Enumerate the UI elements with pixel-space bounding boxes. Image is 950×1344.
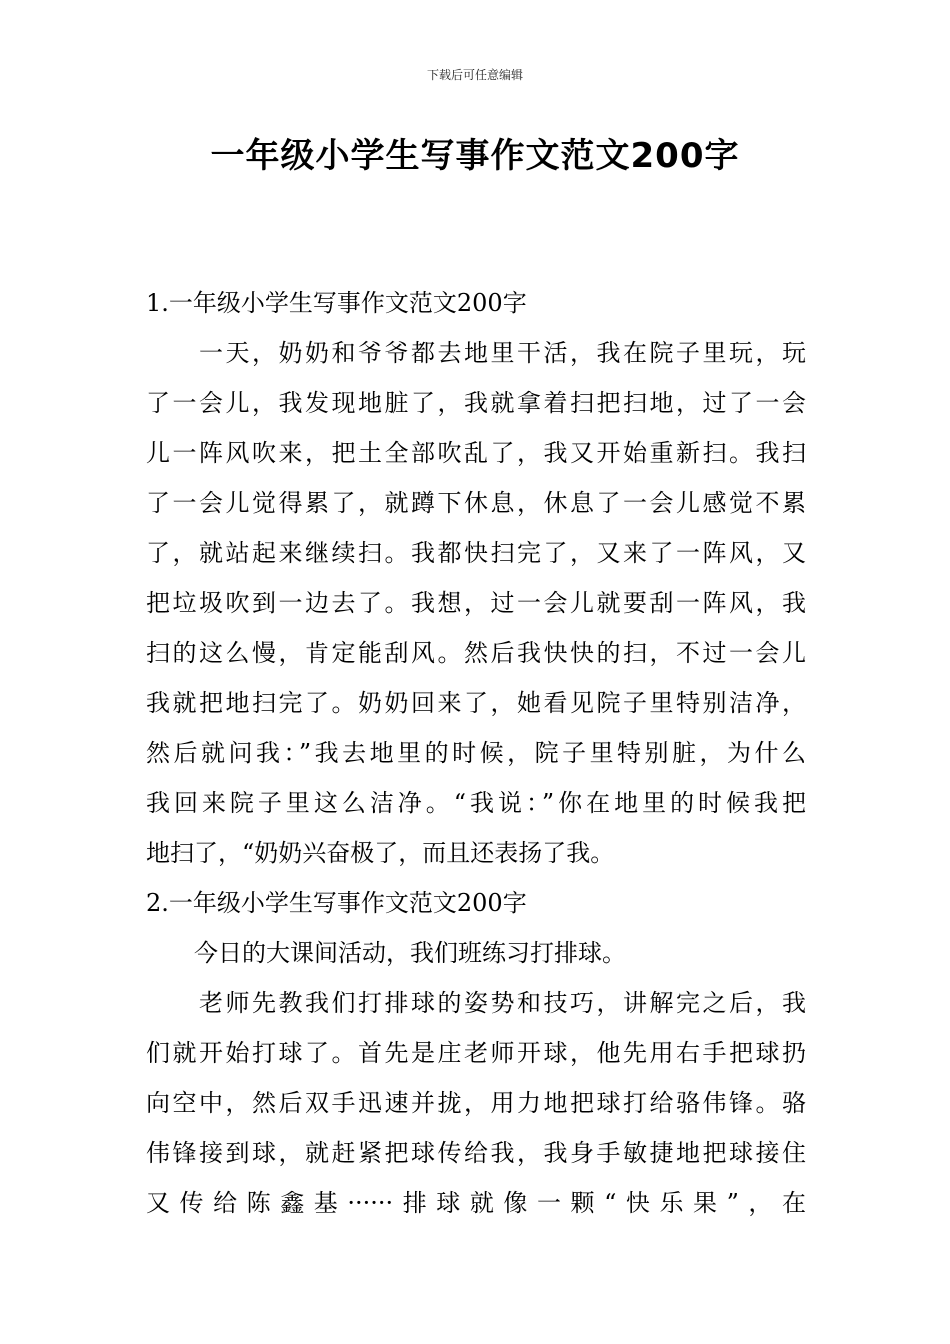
document-title: 一年级小学生写事作文范文200字	[210, 136, 740, 176]
body-line: 扫的这么慢，肯定能刮风。然后我快快的扫，不过一会儿	[146, 639, 806, 667]
body-line: 了一会儿，我发现地脏了，我就拿着扫把扫地，过了一会	[146, 389, 806, 417]
body-line: 地扫了，“奶奶兴奋极了，而且还表扬了我。	[146, 839, 615, 867]
body-line: 一天，奶奶和爷爷都去地里干活，我在院子里玩，玩	[146, 339, 806, 367]
body-line: 今日的大课间活动，我们班练习打排球。	[146, 939, 626, 967]
body-line: 把垃圾吹到一边去了。我想，过一会儿就要刮一阵风，我	[146, 589, 806, 617]
body-line: 然后就问我：”我去地里的时候，院子里特别脏，为什么	[146, 739, 806, 767]
body-line: 了一会儿觉得累了，就蹲下休息，休息了一会儿感觉不累	[146, 489, 806, 517]
section-heading: 2.一年级小学生写事作文范文200字	[146, 889, 527, 917]
body-line: 儿一阵风吹来，把土全部吹乱了，我又开始重新扫。我扫	[146, 439, 806, 467]
body-line: 了，就站起来继续扫。我都快扫完了，又来了一阵风，又	[146, 539, 806, 567]
body-line: 我回来院子里这么洁净。“我说：”你在地里的时候我把	[146, 789, 806, 817]
body-line: 老师先教我们打排球的姿势和技巧，讲解完之后，我	[146, 989, 806, 1017]
section-heading: 1.一年级小学生写事作文范文200字	[146, 289, 527, 317]
body-line: 我就把地扫完了。奶奶回来了，她看见院子里特别洁净，	[146, 689, 806, 717]
document-body	[146, 278, 806, 1228]
body-line: 伟锋接到球，就赶紧把球传给我，我身手敏捷地把球接住	[146, 1139, 806, 1167]
body-line: 又传给陈鑫基······排球就像一颗“快乐果”，在	[146, 1189, 806, 1217]
body-line: 们就开始打球了。首先是庄老师开球，他先用右手把球扔	[146, 1039, 806, 1067]
header-note: 下载后可任意编辑	[426, 68, 523, 82]
body-line: 向空中，然后双手迅速并拢，用力地把球打给骆伟锋。骆	[146, 1089, 806, 1117]
